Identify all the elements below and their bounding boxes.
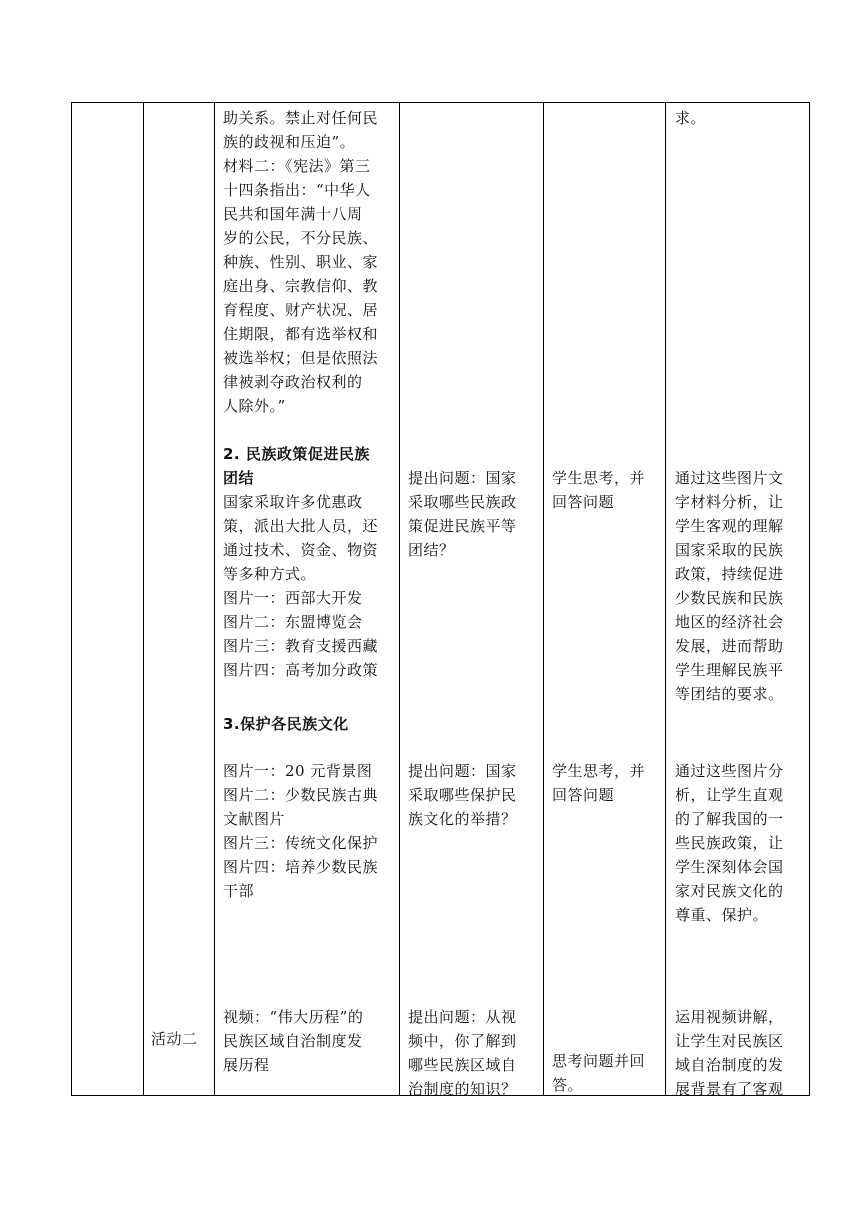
section3-heading-cell	[223, 712, 395, 736]
activity2-design-intent: 运用视频讲解， 让学生对民族区 域自治制度的发 展背景有了客观	[675, 1008, 784, 1098]
section2-student-activity: 学生思考，并 回答问题	[552, 469, 646, 511]
column-line-3	[214, 102, 215, 1096]
section3-student-activity: 学生思考，并 回答问题	[552, 762, 646, 804]
column-line-6	[665, 102, 666, 1096]
row1-intent-text: 求。	[675, 109, 707, 127]
column-line-4	[399, 102, 400, 1096]
section2-content: 2. 民族政策促进民族 团结 国家采取许多优惠政 策，派出大批人员，还 通过技术、资金、物资 等多种方式。 图片一：西部大开发 图片二：东盟博览会 图片三：教育支援西藏 图片四：高考加分政策	[223, 442, 395, 682]
column-line-2	[143, 102, 144, 1096]
activity2-student-activity: 思考问题并回 答。	[552, 1052, 646, 1094]
activity2-label: 活动二	[151, 1030, 198, 1048]
table-top-border	[71, 102, 810, 103]
column-line-7	[809, 102, 810, 1096]
section2-heading: 2. 民族政策促进民族	[223, 445, 370, 463]
section3-design-intent: 通过这些图片分 析，让学生直观 的了解我国的一 些民族政策，让 学生深刻体会国 家对民族文化的 尊重、保护。	[675, 762, 784, 924]
section3-teacher-question: 提出问题：国家 采取哪些保护民 族文化的举措？	[408, 762, 517, 828]
column-line-1	[71, 102, 72, 1096]
section3-content: 图片一：20 元背景图 图片二：少数民族古典 文献图片 图片三：传统文化保护 图片四：培养少数民族 干部	[223, 762, 379, 900]
section3-heading: 3.保护各民族文化	[223, 715, 349, 733]
activity2-teacher-question: 提出问题：从视 频中，你了解到 哪些民族区域自 治制度的知识？	[408, 1008, 517, 1098]
activity2-content: 视频：“伟大历程”的 民族区域自治制度发 展历程	[223, 1008, 364, 1074]
material-two-text: 助关系。禁止对任何民 族的歧视和压迫”。 材料二：《宪法》第三 十四条指出：“中华人 民共和国年满十八周 岁的公民，不分民族、 种族、性别、职业、家 庭出身、宗教信仰、教 育程度、财产状况、居 住期限，都有选举权和 被选举权；但是依照法 律被剥夺政治权利的 人除外。”	[223, 109, 379, 415]
section2-teacher-question: 提出问题：国家 采取哪些民族政 策促进民族平等 团结？	[408, 469, 517, 559]
section2-design-intent: 通过这些图片文 字材料分析，让 学生客观的理解 国家采取的民族 政策，持续促进 少数民族和民族 地区的经济社会 发展，进而帮助 学生理解民族平 等团结的要求。	[675, 469, 784, 703]
column-line-5	[543, 102, 544, 1096]
